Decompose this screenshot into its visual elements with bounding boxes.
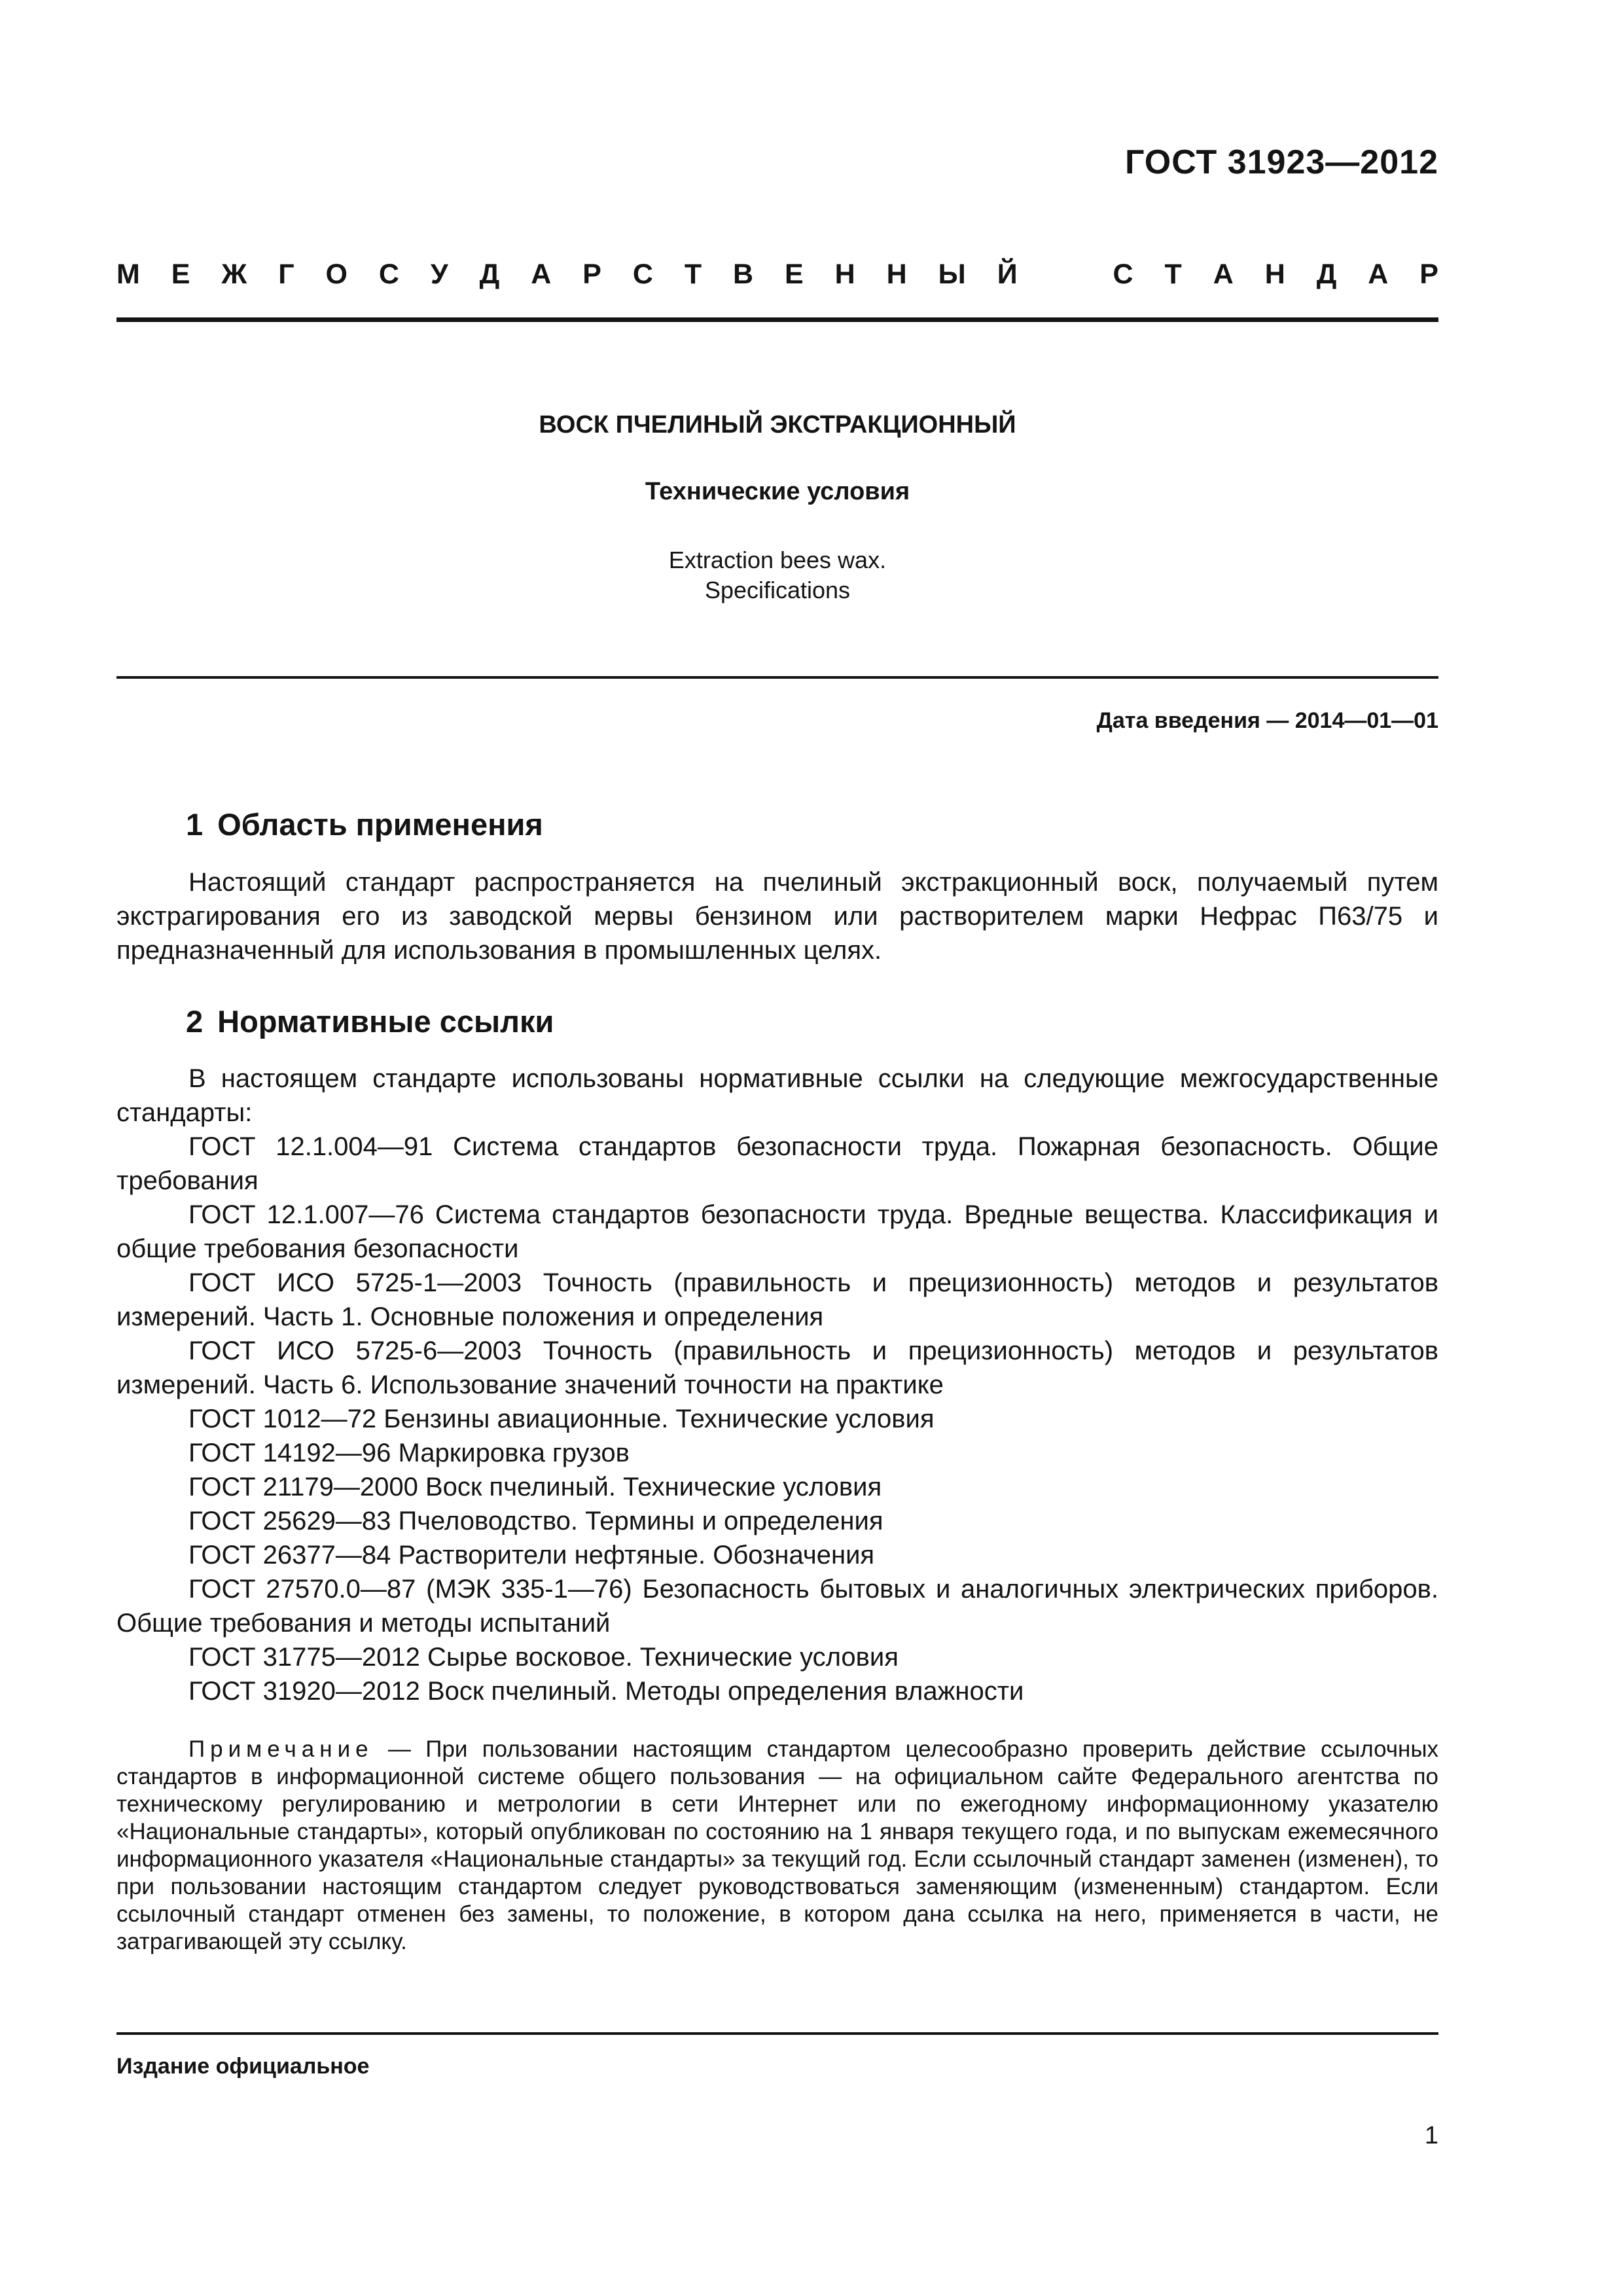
word-gap	[1049, 259, 1082, 291]
standard-type-letter: А	[531, 259, 552, 290]
reference-item: ГОСТ ИСО 5725-1—2003 Точность (правильность и прецизионность) методов и результатов измерений. Часть 1. Основные положения и определения	[116, 1268, 1438, 1331]
reference-item: ГОСТ 27570.0—87 (МЭК 335-1—76) Безопасность бытовых и аналогичных электрических приборов. Общие требования и методы испытаний	[116, 1575, 1438, 1638]
page-number: 1	[1424, 2122, 1438, 2149]
standard-type-letter: Р	[582, 259, 601, 290]
standard-type-letter: Е	[785, 259, 804, 290]
reference-item: ГОСТ 12.1.004—91 Система стандартов безопасности труда. Пожарная безопасность. Общие требования	[116, 1132, 1438, 1195]
standard-type-letter: Ы	[938, 259, 966, 290]
standard-type-letter: Д	[479, 259, 500, 290]
section-2-heading	[116, 1003, 1508, 1039]
section-number: 2	[186, 1004, 204, 1039]
references-intro: В настоящем стандарте использованы нормативные ссылки на следующие межгосударственные стандарты:	[116, 1064, 1438, 1127]
section-title: Нормативные ссылки	[217, 1004, 554, 1039]
section-title: Область применения	[217, 807, 543, 842]
reference-item: ГОСТ 25629—83 Пчеловодство. Термины и определения	[188, 1507, 883, 1535]
note-label: Примечание	[188, 1736, 374, 1762]
standard-type-letter: С	[1113, 259, 1133, 290]
section-1-heading	[116, 806, 1508, 842]
standard-type-letter: Ж	[221, 259, 247, 290]
document-subtitle: Технические условия	[645, 478, 910, 505]
standard-type-letter: О	[325, 259, 348, 290]
english-title-line: Extraction bees wax.	[668, 547, 887, 573]
standard-type-letter: Д	[1316, 259, 1337, 290]
reference-item: ГОСТ 31775—2012 Сырье восковое. Технические условия	[188, 1643, 899, 1672]
standard-type-letter: Е	[171, 259, 190, 290]
standard-type-letter: Н	[886, 259, 907, 290]
english-title-line: Specifications	[704, 577, 851, 603]
section-number: 1	[186, 807, 204, 842]
reference-item: ГОСТ ИСО 5725-6—2003 Точность (правильность и прецизионность) методов и результатов измерений. Часть 6. Использование значений точности на практике	[116, 1336, 1438, 1399]
normative-references	[116, 1062, 1438, 1708]
standard-type-letter: В	[733, 259, 754, 290]
document-title: ВОСК ПЧЕЛИНЫЙ ЭКСТРАКЦИОННЫЙ	[539, 411, 1016, 439]
standard-type-letter: А	[1368, 259, 1389, 290]
standard-type-letter: М	[116, 259, 140, 290]
introduction-date: Дата введения — 2014—01—01	[1096, 708, 1438, 733]
reference-item: ГОСТ 12.1.007—76 Система стандартов безопасности труда. Вредные вещества. Классификация и общие требования безопасности	[116, 1200, 1438, 1263]
reference-item: ГОСТ 14192—96 Маркировка грузов	[188, 1439, 630, 1467]
english-title	[116, 545, 1438, 605]
standard-type-letter: А	[1213, 259, 1234, 290]
standard-type-letter: У	[430, 259, 448, 290]
note-text: — При пользовании настоящим стандартом целесообразно проверить действие ссылочных стандартов в информационной системе общего пользования — на официальном сайте Федерального агентства по техническому регулированию и метрологии в сети Интернет или по ежегодному информационному указателю «Национальные стандарты», который опубликован по состоянию на 1 января текущего года, и по выпускам ежемесячного информационного указателя «Национальные стандарты» за текущий год. Если ссылочный стандарт заменен (изменен), то при пользовании настоящим стандартом следует руководствоваться заменяющим (измененным) стандартом. Если ссылочный стандарт отменен без замены, то положение, в котором дана ссылка на него, применяется в части, не затрагивающей эту ссылку.	[116, 1736, 1438, 1954]
note	[116, 1736, 1438, 1956]
official-edition-label: Издание официальное	[116, 2054, 370, 2079]
section-1-text: Настоящий стандарт распространяется на пчелиный экстракционный воск, получаемый путем экстрагирования его из заводской мервы бензином или растворителем марки Нефрас П63/75 и предназначенный для использования в промышленных целях.	[116, 868, 1438, 965]
divider-top	[116, 317, 1438, 322]
standard-type-letter: С	[378, 259, 399, 290]
standard-type-letter: Р	[1419, 259, 1438, 290]
standard-type-letter: Н	[834, 259, 855, 290]
reference-item: ГОСТ 1012—72 Бензины авиационные. Технические условия	[188, 1405, 935, 1433]
reference-item: ГОСТ 31920—2012 Воск пчелиный. Методы определения влажности	[188, 1677, 1024, 1706]
document-number: ГОСТ 31923—2012	[1125, 143, 1438, 181]
standard-type-letter: Г	[278, 259, 294, 290]
reference-item: ГОСТ 21179—2000 Воск пчелиный. Технические условия	[188, 1473, 882, 1501]
standard-type-letter: Т	[684, 259, 702, 290]
standard-type-letter: Т	[1164, 259, 1182, 290]
divider-middle	[116, 676, 1438, 679]
standard-type-letter: С	[632, 259, 653, 290]
standard-type-letter: Н	[1264, 259, 1285, 290]
divider-bottom	[116, 2032, 1438, 2035]
standard-type-heading	[116, 259, 1438, 291]
standard-type-letter: Й	[997, 259, 1018, 290]
reference-item: ГОСТ 26377—84 Растворители нефтяные. Обозначения	[188, 1541, 875, 1570]
